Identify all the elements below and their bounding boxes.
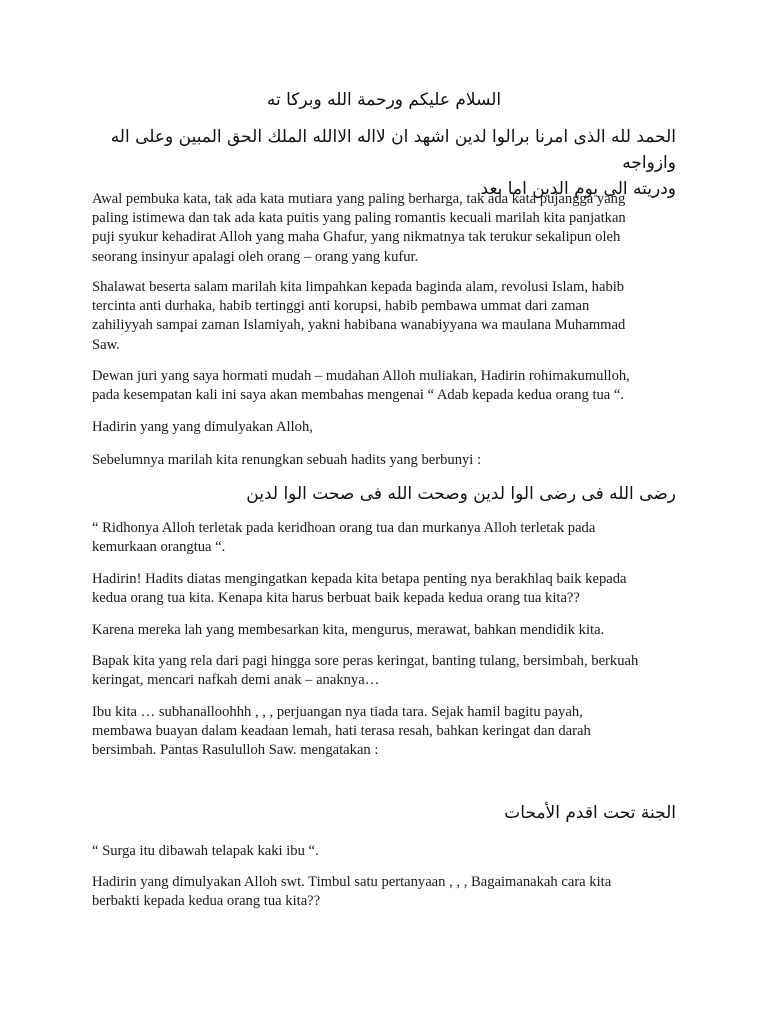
paragraph-dewan-juri xyxy=(92,367,692,405)
text-line: keringat, mencari nafkah demi anak – anaknya… xyxy=(92,672,380,689)
text-line: Shalawat beserta salam marilah kita limpahkan kepada baginda alam, revolusi Islam, habib xyxy=(92,279,625,295)
text-line: “ Surga itu dibawah telapak kaki ibu “. xyxy=(92,843,319,859)
text-line: Awal pembuka kata, tak ada kata mutiara yang paling berharga, tak ada kata pujangga yang xyxy=(92,191,626,207)
paragraph-bapak xyxy=(92,652,692,690)
paragraph-renungkan xyxy=(92,451,692,470)
text-line: Hadirin yang dimulyakan Alloh swt. Timbul satu pertanyaan , , , Bagaimanakah cara kita xyxy=(92,874,612,890)
text-line: Ibu kita … subhanalloohhh , , , perjuangan nya tiada tara. Sejak hamil bagitu payah, xyxy=(92,704,583,720)
arabic-jannah: الجنة تحت اقدم الأمحات xyxy=(504,803,676,823)
text-line: seorang insinyur apalagi oleh orang – orang yang kufur. xyxy=(92,248,419,265)
text-line: tercinta anti durhaka, habib tertinggi anti korupsi, habib pembawa ummat dari zaman xyxy=(92,298,590,315)
paragraph-pertanyaan xyxy=(92,873,692,911)
hamdalah-line: الحمد لله الذى امرنا برالوا لدين اشهد ان لااله الاالله الملك الحق المبين وعلى اله وازواجه xyxy=(110,127,676,173)
paragraph-opening xyxy=(92,190,692,267)
paragraph-hadits-mengingatkan xyxy=(92,570,692,608)
hamdalah-line: ودريته الى يوم الدين اما بعد xyxy=(480,179,676,199)
text-line: paling istimewa dan tak ada kata puitis yang paling romantis kecuali marilah kita panjatkan xyxy=(92,210,626,227)
text-line: Bapak kita yang rela dari pagi hingga sore peras keringat, banting tulang, bersimbah, berkuah xyxy=(92,653,639,669)
paragraph-hadirin xyxy=(92,418,692,437)
text-line: berbakti kepada kedua orang tua kita?? xyxy=(92,893,321,910)
paragraph-surga xyxy=(92,842,692,861)
paragraph-ibu xyxy=(92,703,692,761)
text-line: puji syukur kehadirat Alloh yang maha Ghafur, yang nikmatnya tak terukur sekalipun oleh xyxy=(92,229,621,246)
salam-heading: السلام عليكم ورحمة الله وبركا ته xyxy=(266,90,502,110)
paragraph-shalawat xyxy=(92,278,692,355)
text-line: bersimbah. Pantas Rasululloh Saw. mengatakan : xyxy=(92,742,379,759)
text-line: Hadirin! Hadits diatas mengingatkan kepada kita betapa penting nya berakhlaq baik kepada xyxy=(92,571,627,587)
text-line: Karena mereka lah yang membesarkan kita, mengurus, merawat, bahkan mendidik kita. xyxy=(92,622,605,638)
arabic-hadith: رضى الله فى رضى الوا لدين وصحت الله فى صحت الوا لدين xyxy=(246,484,676,504)
text-line: “ Ridhonya Alloh terletak pada keridhoan orang tua dan murkanya Alloh terletak pada xyxy=(92,520,596,536)
text-line: kemurkaan orangtua “. xyxy=(92,539,226,556)
paragraph-ridhonya xyxy=(92,519,692,557)
text-line: Dewan juri yang saya hormati mudah – mudahan Alloh muliakan, Hadirin rohimakumulloh, xyxy=(92,368,630,384)
text-line: Hadirin yang yang dimulyakan Alloh, xyxy=(92,419,313,435)
text-line: zahiliyyah sampai zaman Islamiyah, yakni habibana wanabiyyana wa maulana Muhammad xyxy=(92,317,626,334)
text-line: pada kesempatan kali ini saya akan membahas mengenai “ Adab kepada kedua orang tua “. xyxy=(92,387,625,404)
text-line: membawa buayan dalam keadaan lemah, hati terasa resah, bahkan keringat dan darah xyxy=(92,723,591,740)
paragraph-mereka xyxy=(92,621,692,640)
text-line: Saw. xyxy=(92,336,120,353)
text-line: kedua orang tua kita. Kenapa kita harus berbuat baik kepada kedua orang tua kita?? xyxy=(92,590,580,607)
text-line: Sebelumnya marilah kita renungkan sebuah hadits yang berbunyi : xyxy=(92,452,482,468)
